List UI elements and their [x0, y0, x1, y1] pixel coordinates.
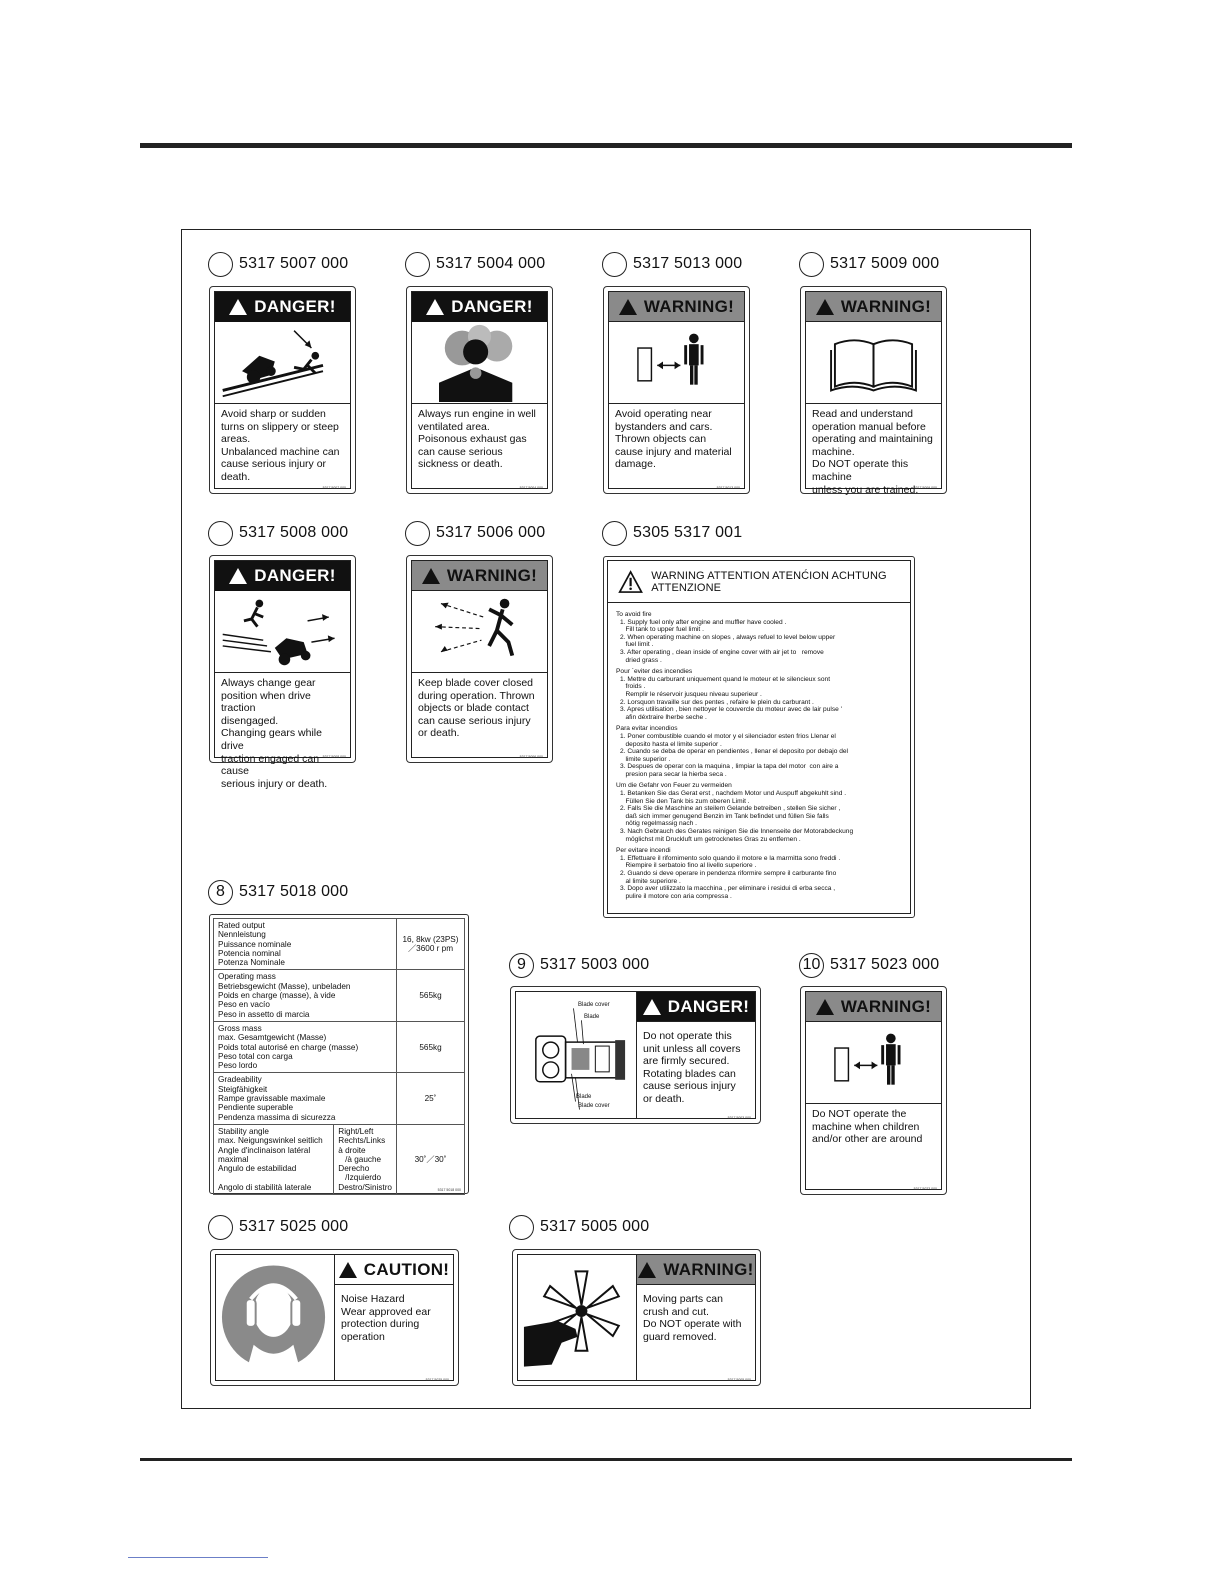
section-line: pulire il motore con aria compressa .	[620, 892, 732, 900]
label-6-header	[405, 519, 545, 547]
warning-triangle-icon	[618, 568, 643, 596]
spec-value-cell	[397, 1021, 465, 1072]
spec-direction: Rechts/Links	[338, 1136, 386, 1146]
thrown-objects-icon	[412, 591, 547, 673]
slope-rollover-icon	[215, 322, 350, 404]
decal-gear-danger	[209, 555, 356, 790]
section-line: 1. Effettuare il rifornimento solo quando il motore e la marmitta sono freddi .	[620, 854, 841, 862]
part-number: 5317 5004 000	[436, 255, 546, 272]
section-line: 1. Supply fuel only after engine and muffler have cooled .	[620, 618, 787, 626]
warning-triangle-icon	[426, 299, 444, 315]
decal-children-warning	[800, 986, 947, 1195]
section-heading: Pour `eviter des incendies	[616, 668, 693, 676]
spec-label: Poids en charge (masse), à vide	[218, 991, 336, 1001]
callout-label: Blade	[584, 1014, 600, 1020]
callout-circle	[799, 252, 824, 277]
callout-circle	[208, 521, 233, 546]
label-3-header	[602, 250, 742, 278]
spec-row-stability	[214, 1124, 465, 1194]
spec-label	[218, 1173, 329, 1182]
section-heading: To avoid fire	[616, 611, 652, 618]
section-line: fuel limit .	[620, 641, 654, 649]
spec-label: Rated output	[218, 921, 265, 930]
exhaust-fumes-icon	[412, 322, 547, 404]
spec-label: Operating mass	[218, 972, 276, 982]
warning-triangle-icon	[229, 299, 247, 315]
label-10-header	[799, 951, 939, 979]
top-rule	[140, 143, 1072, 148]
part-number: 5317 5003 000	[540, 956, 650, 973]
decal-text: Avoid sharp or sudden turns on slippery or steep areas. Unbalanced machine can cause serious injury or death.	[221, 408, 340, 483]
callout-circle: 9	[509, 953, 534, 978]
decal-figure-frame	[181, 229, 1031, 1409]
decal-code: 5317 5023 000	[913, 1187, 937, 1191]
spec-label: Puissance nominale	[218, 939, 292, 949]
spec-direction: à droite	[338, 1145, 366, 1155]
spec-label: Angle d'inclinaison latéral	[218, 1145, 311, 1155]
decal-exhaust-danger	[406, 286, 553, 494]
callout-circle	[208, 1215, 233, 1240]
spec-label: Steigfähigkeit	[218, 1084, 268, 1094]
spec-label: max. Neigungswinkel seitlich	[218, 1136, 323, 1146]
decal-text: Always change gear position when drive traction disengaged. Changing gears while drive traction engaged can cause serious injury or death.	[221, 677, 328, 790]
callout-label: Blade	[576, 1094, 592, 1100]
section-line: daß sich immer genugend Benzin im Tank befindet und füllen Sie falls	[620, 812, 829, 820]
decal-code: 5317 5018 000	[437, 1188, 461, 1192]
section-heading: Per evitare incendi	[616, 847, 671, 855]
part-number: 5317 5007 000	[239, 255, 349, 272]
decal-code: 5317 5007 000	[322, 486, 346, 490]
part-number: 5317 5005 000	[540, 1218, 650, 1235]
decal-code: 5317 5006 000	[519, 755, 543, 759]
part-number: 5317 5023 000	[830, 956, 940, 973]
section-line: 1. Mettre du carburant uniquement quand le moteur et le silencieux sont	[620, 675, 831, 683]
section-line: afin déxtraire lherbe seche .	[620, 713, 707, 721]
decal-fire-multilingual	[603, 556, 915, 918]
spec-label: Rampe gravissable maximale	[218, 1094, 326, 1104]
section-line: 2. When operating machine on slopes , always refuel to level below upper	[620, 633, 836, 641]
multilingual-title: WARNING ATTENTION ATENĆION ACHTUNG ATTENZIONE	[651, 569, 887, 594]
callout-circle: 10	[799, 953, 824, 978]
spec-label: Stability angle	[218, 1126, 269, 1136]
spec-row	[214, 970, 465, 1021]
decal-noise-caution	[210, 1249, 459, 1386]
keep-distance-icon	[609, 322, 744, 404]
section-line: 3. After operating , clean inside of engine cover with air jet to remove	[620, 648, 824, 656]
warning-banner: WARNING!	[412, 561, 547, 591]
decal-text: Keep blade cover closed during operation. Thrown objects or blade contact can cause serious injury or death.	[418, 677, 535, 740]
spec-value-cell	[397, 1124, 465, 1194]
warning-banner: WARNING!	[806, 992, 941, 1022]
warning-banner: WARNING!	[806, 292, 941, 322]
spec-label: max. Gesamtgewicht (Masse)	[218, 1033, 327, 1043]
label-8-header	[208, 878, 348, 906]
spec-value: 30˚／30˚	[414, 1154, 447, 1164]
spec-direction: Right/Left	[338, 1126, 374, 1136]
spec-direction: /à gauche	[338, 1154, 382, 1164]
spec-label-cell	[214, 1124, 334, 1194]
spec-value: 16, 8kw (23PS)	[402, 934, 459, 944]
spec-label: Potencia nominal	[218, 948, 281, 958]
part-number: 5317 5025 000	[239, 1218, 349, 1235]
label-11-header	[208, 1213, 348, 1241]
warning-triangle-icon	[339, 1262, 357, 1278]
section-line: möglichst mit Druckluft um getrocknetes Gras zu entfernen .	[620, 835, 801, 843]
decal-code: 5317 5013 000	[716, 486, 740, 490]
spec-direction-cell	[334, 1124, 397, 1194]
decal-text: Read and understand operation manual before operating and maintaining machine. Do NOT operate this machine unless you are trained.	[812, 408, 933, 496]
section-line: nötig regelmassig nach .	[620, 820, 697, 828]
spec-label: Gross mass	[218, 1023, 262, 1033]
read-manual-book-icon	[806, 322, 941, 404]
decal-text: Noise Hazard Wear approved ear protection during operation	[341, 1293, 431, 1343]
spec-label: Betriebsgewicht (Masse), unbeladen	[218, 981, 351, 991]
warning-banner: WARNING!	[609, 292, 744, 322]
part-number: 5317 5013 000	[633, 255, 743, 272]
spec-value: 565kg	[419, 991, 442, 1001]
decal-code: 5317 5009 000	[913, 486, 937, 490]
warning-triangle-icon	[229, 568, 247, 584]
decal-text: Avoid operating near bystanders and cars. Thrown objects can cause injury and material damage.	[615, 408, 732, 471]
section-line: 2. Cuando se deba de operar en pendientes , llenar el deposito por debajo del	[620, 748, 849, 756]
decal-blade-danger	[510, 986, 761, 1124]
spec-value-cell	[397, 970, 465, 1021]
spec-value: 565kg	[419, 1042, 442, 1052]
label-4-header	[799, 250, 939, 278]
section-line: deposito hasta el limite superior .	[620, 740, 722, 748]
spec-label-cell	[214, 1021, 397, 1072]
spec-label-cell	[214, 970, 397, 1021]
decal-spec-table	[209, 914, 469, 1194]
spec-label-cell	[214, 1073, 397, 1124]
warning-triangle-icon	[816, 999, 834, 1015]
spec-label: maximal	[218, 1154, 249, 1164]
callout-circle	[405, 252, 430, 277]
ear-protection-icon	[216, 1255, 335, 1380]
decal-code: 5317 5008 000	[322, 755, 346, 759]
callout-label: Blade cover	[578, 1002, 610, 1008]
decal-blade-cover-warning	[406, 555, 553, 763]
callout-circle	[602, 252, 627, 277]
decal-text: Moving parts can crush and cut. Do NOT operate with guard removed.	[643, 1293, 742, 1343]
section-line: 1. Poner combustible cuando el motor y el silenciador esten frios Llenar el	[620, 732, 836, 740]
label-9-header	[509, 951, 649, 979]
part-number: 5305 5317 001	[633, 524, 743, 541]
section-line: 2. Lorsquon travaille sur des pentes , refaire le plein du carburant .	[620, 698, 814, 706]
part-number: 5317 5008 000	[239, 524, 349, 541]
runaway-mower-icon	[215, 591, 350, 673]
spec-label: Poids total autorisé en charge (masse)	[218, 1042, 359, 1052]
section-heading: Para evitar incendios	[616, 725, 678, 733]
decal-manual-warning	[800, 286, 947, 494]
danger-banner: DANGER!	[412, 292, 547, 322]
mower-deck-diagram	[516, 992, 637, 1118]
section-line: Fill tank to upper fuel limit .	[620, 626, 704, 634]
spec-label: Peso total con carga	[218, 1051, 293, 1061]
danger-banner: DANGER!	[637, 992, 755, 1022]
spec-label: Peso en vacío	[218, 1000, 270, 1010]
spec-row	[214, 1073, 465, 1124]
decal-code: 5317 5003 000	[727, 1116, 751, 1120]
spec-label-cell	[214, 919, 397, 970]
label-1-header	[208, 250, 348, 278]
decal-slope-danger	[209, 286, 356, 494]
section-line: 3. Apres utilisation , bien nettoyer le couvercle du moteur avec de lair pulse '	[620, 706, 842, 714]
caution-banner: CAUTION!	[335, 1255, 453, 1285]
danger-banner: DANGER!	[215, 561, 350, 591]
callout-label: Blade cover	[578, 1103, 610, 1109]
warning-banner: WARNING!	[637, 1255, 755, 1285]
warning-triangle-icon	[816, 299, 834, 315]
decal-text: Do not operate this unit unless all covers are firmly secured. Rotating blades can cause serious injury or death.	[643, 1030, 741, 1105]
section-heading: Um die Gefahr von Feuer zu vermeiden	[616, 782, 732, 790]
spec-direction: Derecho	[338, 1164, 370, 1174]
section-line: Füllen Sie den Tank bis zum oberen Limit .	[620, 797, 750, 805]
section-line: 1. Betanken Sie das Gerat erst , nachdem Motor und Auspuff abgekuhlt sind .	[620, 790, 847, 798]
spec-label: Angulo de estabilidad	[218, 1164, 297, 1174]
section-line: Remplir le réservoir jusqueu niveau superieur .	[620, 690, 762, 698]
decal-code: 5317 5004 000	[519, 486, 543, 490]
label-12-header	[509, 1213, 649, 1241]
section-line: 3. Despues de operar con la maquina , limpiar la tapa del motor con aire a	[620, 763, 839, 771]
section-line: Riempire il serbatoio fino al livello superiore .	[620, 862, 757, 870]
spec-label: Pendiente superable	[218, 1103, 294, 1113]
decal-text: Always run engine in well ventilated area. Poisonous exhaust gas can cause serious sickness or death.	[418, 408, 536, 471]
spec-label: Potenza Nominale	[218, 958, 285, 968]
callout-circle: 8	[208, 880, 233, 905]
footer-link-underline[interactable]	[128, 1557, 268, 1558]
spec-value-cell	[397, 1073, 465, 1124]
spec-row	[214, 1021, 465, 1072]
spec-direction: Destro/Sinistro	[338, 1182, 392, 1192]
callout-circle	[405, 521, 430, 546]
bottom-rule	[140, 1458, 1072, 1461]
spec-label: Angolo di stabilità laterale	[218, 1182, 312, 1192]
label-2-header	[405, 250, 545, 278]
spec-label: Nennleistung	[218, 930, 266, 940]
part-number: 5317 5009 000	[830, 255, 940, 272]
multilingual-body	[608, 603, 910, 904]
spec-label: Peso in assetto di marcia	[218, 1009, 310, 1019]
spec-row	[214, 919, 465, 970]
decal-code: 5317 5005 000	[727, 1378, 751, 1382]
section-line: 3. Dopo aver utilizzato la macchina , per eliminare i residui di erba secca ,	[620, 885, 836, 893]
warning-triangle-icon	[643, 999, 661, 1015]
spec-value: 25˚	[424, 1094, 437, 1104]
decal-moving-parts-warning	[512, 1249, 761, 1386]
callout-circle	[509, 1215, 534, 1240]
section-line: 2. Guando si deve operare in pendenza riformire sempre il carburante fino	[620, 870, 837, 877]
section-line: 3. Nach Gebrauch des Gerates reinigen Sie die Innenseite der Motorabdeckung	[620, 828, 854, 836]
part-number: 5317 5006 000	[436, 524, 546, 541]
label-7-header	[602, 519, 742, 547]
spec-label: Gradeability	[218, 1075, 262, 1085]
multilingual-header	[608, 561, 910, 603]
warning-triangle-icon	[638, 1262, 656, 1278]
section-line: 2. Falls Sie die Maschine an steilem Gelande betreiben , stellen Sie sicher ,	[620, 805, 841, 813]
callout-circle	[602, 521, 627, 546]
decal-bystanders-warning	[603, 286, 750, 494]
section-line: froids .	[620, 683, 646, 691]
callout-circle	[208, 252, 233, 277]
part-number: 5317 5018 000	[239, 883, 349, 900]
warning-triangle-icon	[422, 568, 440, 584]
label-5-header	[208, 519, 348, 547]
section-line: presion para secar la hierba seca .	[620, 770, 727, 778]
spec-direction: /Izquierdo	[338, 1173, 382, 1183]
spec-value: ／3600 r pm	[407, 944, 454, 954]
decal-text: Do NOT operate the machine when children and/or other are around	[812, 1108, 923, 1146]
decal-code: 5317 5025 000	[425, 1378, 449, 1382]
section-line: limite superior .	[620, 755, 671, 763]
warning-triangle-icon	[619, 299, 637, 315]
danger-banner: DANGER!	[215, 292, 350, 322]
spec-table	[213, 918, 465, 1195]
fan-hand-icon	[518, 1255, 637, 1380]
keep-distance-icon	[806, 1022, 941, 1104]
section-line: al limite superiore .	[620, 877, 681, 885]
spec-label: Pendenza massima di sicurezza	[218, 1112, 336, 1122]
spec-label: Peso lordo	[218, 1061, 258, 1071]
section-line: dried grass .	[620, 656, 662, 664]
spec-value-cell	[397, 919, 465, 970]
